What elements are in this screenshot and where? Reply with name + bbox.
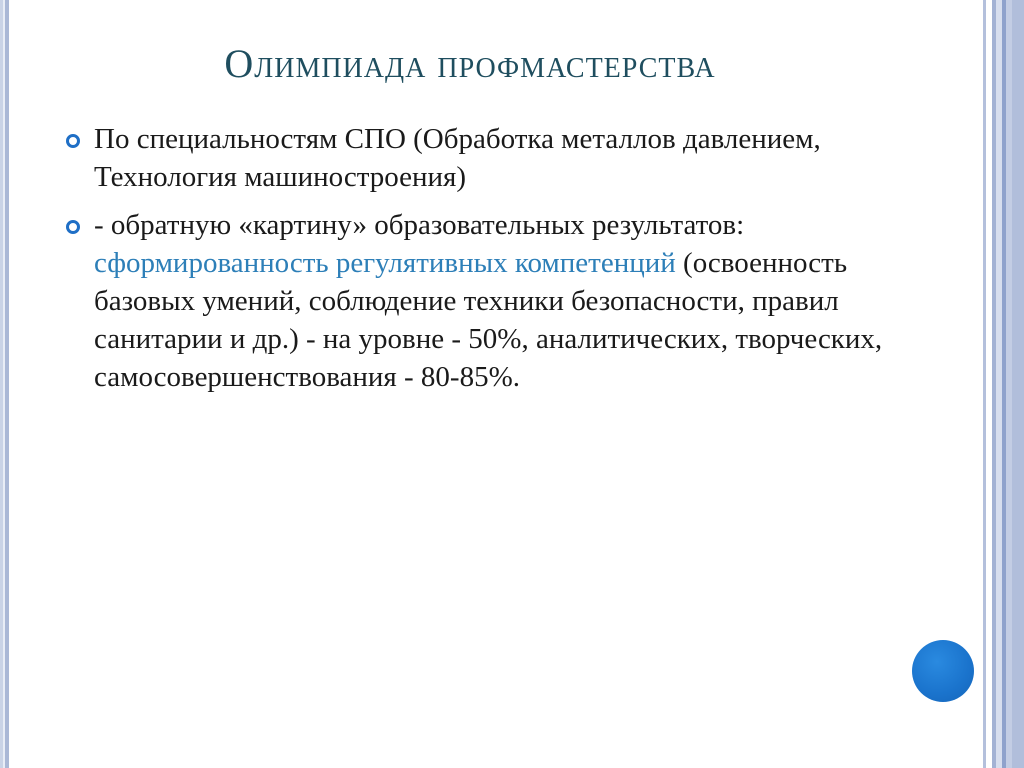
bullet-circle-icon — [66, 220, 80, 234]
right-border-stripes — [982, 0, 1024, 768]
bullet-text-1: По специальностям СПО (Обработка металлов давлением, Технология машиностроения) — [94, 123, 821, 193]
bullet-circle-icon — [66, 134, 80, 148]
bullet-item-1 — [62, 120, 922, 196]
bullet-text-2-before: - обратную «картину» образовательных результатов: — [94, 209, 745, 241]
bullet-text-2-highlight: сформированность регулятивных компетенций — [94, 247, 676, 279]
slide-title: Олимпиада профмастерства — [224, 41, 716, 86]
bullet-text-2-after: (освоенность базовых умений, соблюдение техники безопасности, правил санитарии и др.) - на уровне - 50%, аналитических, творческих, самосовершенствования - 80-85%. — [94, 247, 883, 393]
bullet-item-2 — [62, 206, 922, 396]
bullet-list — [62, 120, 922, 406]
decorative-circle — [912, 640, 974, 702]
left-border-stripe — [0, 0, 9, 768]
